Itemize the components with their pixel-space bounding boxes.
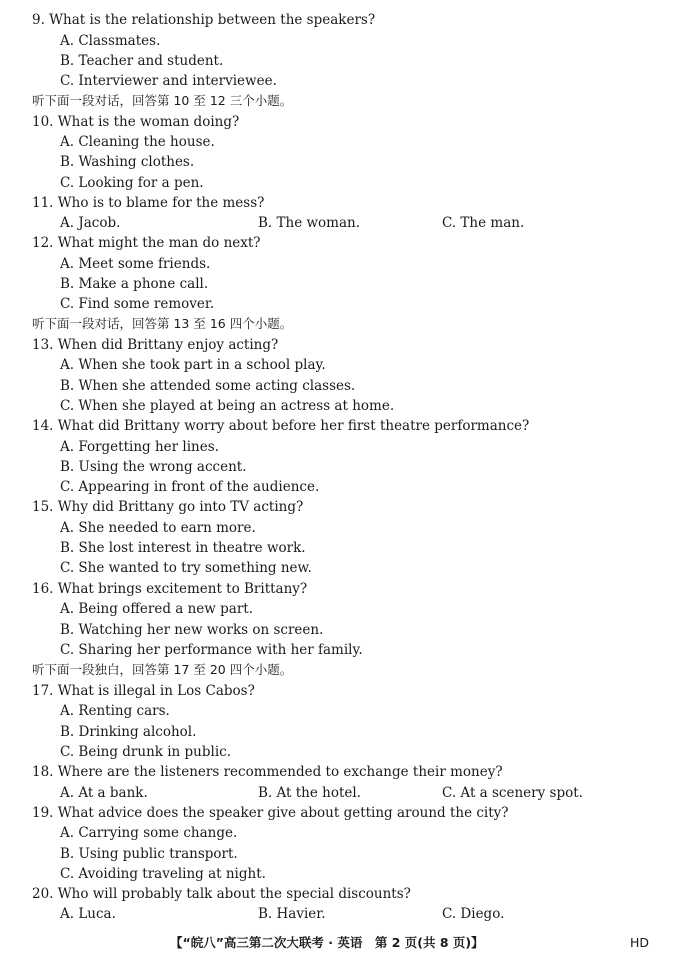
question-14-option-a: A. Forgetting her lines. <box>60 439 219 455</box>
question-9-option-b: B. Teacher and student. <box>60 53 224 69</box>
question-11: 11. Who is to blame for the mess? <box>32 195 265 211</box>
question-11-option-b: B. The woman. <box>258 215 361 231</box>
question-13-option-b: B. When she attended some acting classes. <box>60 378 356 394</box>
section-instruction-2: 听下面一段对话，回答第 13 至 16 四个小题。 <box>32 316 293 331</box>
question-15-option-c: C. She wanted to try something new. <box>60 560 312 576</box>
question-12-option-c: C. Find some remover. <box>60 296 215 312</box>
question-16-option-c: C. Sharing her performance with her family. <box>60 642 363 658</box>
question-18-option-a: A. At a bank. <box>60 785 148 801</box>
question-11-option-a: A. Jacob. <box>60 215 121 231</box>
question-14: 14. What did Brittany worry about before her first theatre performance? <box>32 418 530 434</box>
section-instruction-3: 听下面一段独白，回答第 17 至 20 四个小题。 <box>32 662 293 677</box>
question-17-option-c: C. Being drunk in public. <box>60 744 232 760</box>
question-20: 20. Who will probably talk about the special discounts? <box>32 886 411 902</box>
question-9-option-c: C. Interviewer and interviewee. <box>60 73 277 89</box>
question-16-option-b: B. Watching her new works on screen. <box>60 622 324 638</box>
question-19-option-c: C. Avoiding traveling at night. <box>60 866 266 882</box>
question-13: 13. When did Brittany enjoy acting? <box>32 337 279 353</box>
question-19-option-a: A. Carrying some change. <box>60 825 238 841</box>
question-17-option-b: B. Drinking alcohol. <box>60 724 197 740</box>
question-18-option-b: B. At the hotel. <box>258 785 361 801</box>
question-20-option-b: B. Havier. <box>258 906 326 922</box>
question-10-option-a: A. Cleaning the house. <box>60 134 215 150</box>
question-20-option-c: C. Diego. <box>442 906 505 922</box>
page-footer-title: 【“皖八”高三第二次大联考 · 英语 第 2 页(共 8 页)】 <box>170 935 484 950</box>
question-13-option-c: C. When she played at being an actress at home. <box>60 398 395 414</box>
question-20-option-a: A. Luca. <box>60 906 116 922</box>
question-15-option-a: A. She needed to earn more. <box>60 520 256 536</box>
question-18-option-c: C. At a scenery spot. <box>442 785 583 801</box>
question-10-option-b: B. Washing clothes. <box>60 154 195 170</box>
question-18: 18. Where are the listeners recommended to exchange their money? <box>32 764 503 780</box>
question-12-option-b: B. Make a phone call. <box>60 276 209 292</box>
question-13-option-a: A. When she took part in a school play. <box>60 357 326 373</box>
page-footer-code: HD <box>630 935 650 950</box>
question-16-option-a: A. Being offered a new part. <box>60 601 254 617</box>
question-9-option-a: A. Classmates. <box>60 33 161 49</box>
question-19-option-b: B. Using public transport. <box>60 846 238 862</box>
question-17-option-a: A. Renting cars. <box>60 703 170 719</box>
question-11-option-c: C. The man. <box>442 215 525 231</box>
question-19: 19. What advice does the speaker give about getting around the city? <box>32 805 509 821</box>
question-17: 17. What is illegal in Los Cabos? <box>32 683 255 699</box>
question-12-option-a: A. Meet some friends. <box>60 256 211 272</box>
question-9: 9. What is the relationship between the speakers? <box>32 12 376 28</box>
question-14-option-c: C. Appearing in front of the audience. <box>60 479 320 495</box>
question-10-option-c: C. Looking for a pen. <box>60 175 204 191</box>
question-15: 15. Why did Brittany go into TV acting? <box>32 499 304 515</box>
question-14-option-b: B. Using the wrong accent. <box>60 459 247 475</box>
section-instruction-1: 听下面一段对话，回答第 10 至 12 三个小题。 <box>32 93 293 108</box>
question-10: 10. What is the woman doing? <box>32 114 240 130</box>
question-15-option-b: B. She lost interest in theatre work. <box>60 540 306 556</box>
question-16: 16. What brings excitement to Brittany? <box>32 581 308 597</box>
question-12: 12. What might the man do next? <box>32 235 261 251</box>
